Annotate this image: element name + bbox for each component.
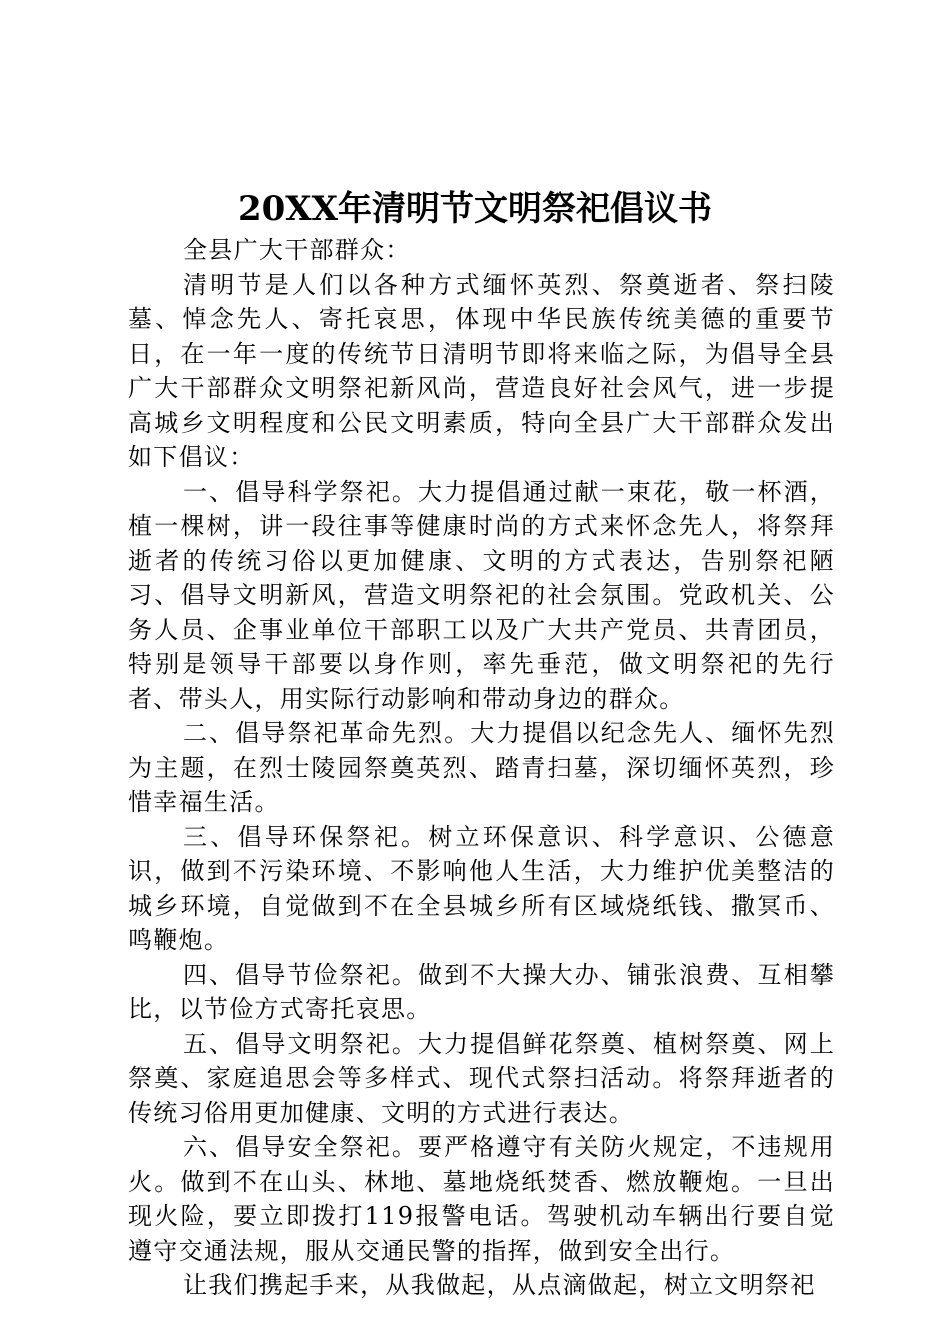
- paragraph-intro: 清明节是人们以各种方式缅怀英烈、祭奠逝者、祭扫陵墓、悼念先人、寄托哀思，体现中华民族传统美德的重要节日，在一年一度的传统节日清明节即将来临之际，为倡导全县广大干部群众文明祭祀新风尚，营造良好社会风气，进一步提高城乡文明程度和公民文明素质，特向全县广大干部群众发出如下倡议：: [128, 270, 835, 471]
- document-title: 20XX年清明节文明祭祀倡议书: [237, 189, 713, 229]
- paragraph-item-4: 四、倡导节俭祭祀。做到不大操大办、铺张浪费、互相攀比，以节俭方式寄托哀思。: [128, 960, 835, 1023]
- salutation: 全县广大干部群众：: [183, 236, 411, 264]
- paragraph-item-6: 六、倡导安全祭祀。要严格遵守有关防火规定，不违规用火。做到不在山头、林地、墓地烧纸焚香、燃放鞭炮。一旦出现火险，要立即拨打119报警电话。驾驶机动车辆出行要自觉遵守交通法规，服从交通民警的指挥，做到安全出行。: [128, 1133, 835, 1265]
- document-body: [128, 233, 835, 1303]
- paragraph-item-5: 五、倡导文明祭祀。大力提倡鲜花祭奠、植树祭奠、网上祭奠、家庭追思会等多样式、现代式祭扫活动。将祭拜逝者的传统习俗用更加健康、文明的方式进行表达。: [128, 1029, 835, 1127]
- paragraph-item-1: 一、倡导科学祭祀。大力提倡通过献一束花，敬一杯酒，植一棵树，讲一段往事等健康时尚的方式来怀念先人，将祭拜逝者的传统习俗以更加健康、文明的方式表达，告别祭祀陋习、倡导文明新风，营造文明祭祀的社会氛围。党政机关、公务人员、企事业单位干部职工以及广大共产党员、共青团员，特别是领导干部要以身作则，率先垂范，做文明祭祀的先行者、带头人，用实际行动影响和带动身边的群众。: [128, 477, 835, 713]
- paragraph-item-2: 二、倡导祭祀革命先烈。大力提倡以纪念先人、缅怀先烈为主题，在烈士陵园祭奠英烈、踏青扫墓，深切缅怀英烈，珍惜幸福生活。: [128, 719, 835, 816]
- paragraph-closing: 让我们携起手来，从我做起，从点滴做起，树立文明祭祀: [183, 1271, 816, 1299]
- paragraph-item-3: 三、倡导环保祭祀。树立环保意识、科学意识、公德意识，做到不污染环境、不影响他人生活，大力维护优美整洁的城乡环境，自觉做到不在全县城乡所有区域烧纸钱、撒冥币、鸣鞭炮。: [128, 822, 835, 954]
